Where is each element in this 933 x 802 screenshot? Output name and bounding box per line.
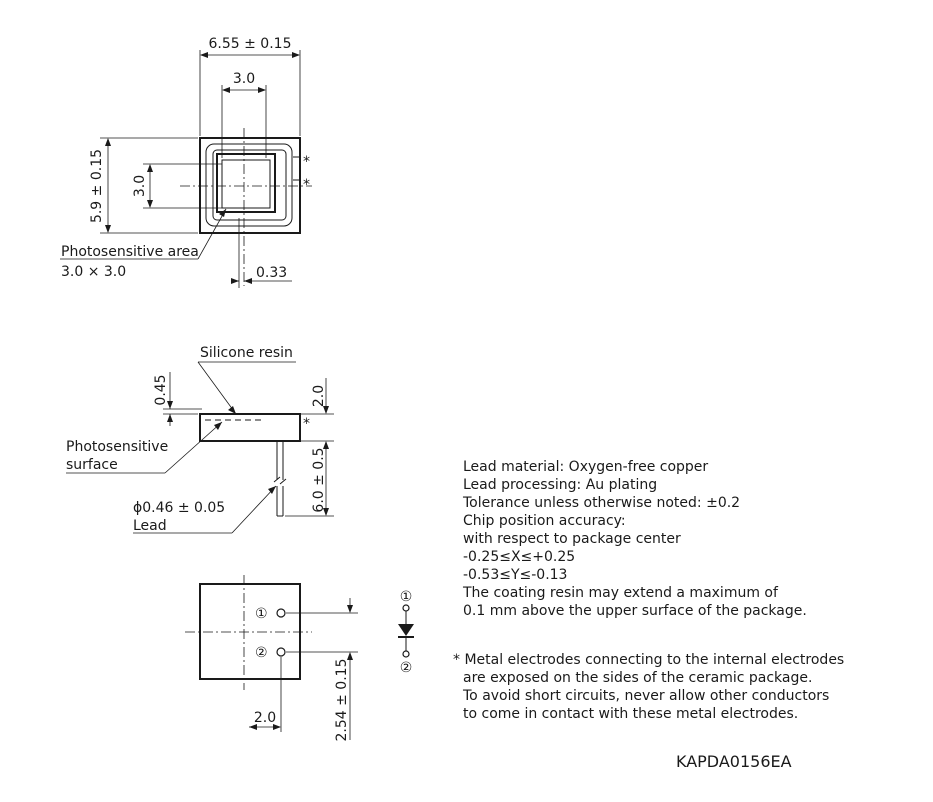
bottom-view [185,575,358,741]
top-view-cavity-outline [206,144,292,226]
lead-leader [232,486,276,533]
pin-offset-dimension: 2.0 [253,710,277,726]
top-view-height-dimension: 5.9 ± 0.15 [89,148,105,224]
arrow-head [347,605,353,613]
lead-diameter-label: ϕ0.46 ± 0.05 [133,500,226,516]
photodiode-symbol [398,624,414,636]
note-line-1: Lead material: Oxygen-free copper [463,459,709,475]
bottom-view-pin-2-pad [277,648,285,656]
body-height-dimension: 2.0 [311,384,327,408]
footnote-line-3: To avoid short circuits, never allow other conductors [463,688,830,704]
photosensitive-surface-label-line2: surface [66,457,118,473]
arrow-head [228,406,236,414]
pin-pitch-dimension: 2.54 ± 0.15 [334,658,350,742]
resin-thickness-dimension: 0.45 [153,374,169,406]
top-view [60,36,312,288]
side-view-package-body [200,414,300,441]
side-view [66,345,334,534]
photosensitive-surface-leader [165,422,222,473]
top-view-electrode-mark-2: * [303,177,310,193]
side-view-lead-break [274,477,286,484]
bottom-view-package-outline [200,584,300,679]
footnote-line-1: * Metal electrodes connecting to the internal electrodes [453,652,845,668]
arrow-head [292,52,300,58]
photosensitive-surface-label-line1: Photosensitive [66,439,169,455]
diode-schematic [398,589,414,676]
top-view-electrode-mark-1: * [303,154,310,170]
drawing-code: KAPDA0156EA [676,752,792,771]
top-view-chip [217,154,275,212]
note-line-5: with respect to package center [463,531,681,547]
note-line-9: 0.1 mm above the upper surface of the package. [463,603,807,619]
bottom-view-pin-2-label: ② [255,645,268,661]
top-view-inner-width-dimension: 3.0 [232,71,256,87]
footnote-line-2: are exposed on the sides of the ceramic package. [463,670,813,686]
arrow-head [200,52,208,58]
top-view-offset-dimension: 0.33 [256,265,288,281]
note-line-6: -0.25≤X≤+0.25 [463,549,576,565]
top-view-width-dimension: 6.55 ± 0.15 [208,36,292,52]
footnote-line-4: to come in contact with these metal electrodes. [463,706,799,722]
arrow-head [105,225,111,233]
arrow-head [147,164,153,172]
arrow-head [231,278,239,284]
schematic-pin-2-terminal [403,651,409,657]
schematic-pin-1-terminal [403,605,409,611]
arrow-head [244,278,252,284]
side-view-electrode-mark: * [303,416,310,432]
note-line-2: Lead processing: Au plating [463,477,658,493]
top-view-photosensitive-area [222,160,270,208]
bottom-view-pin-1-pad [277,609,285,617]
note-line-4: Chip position accuracy: [463,513,626,529]
lead-label: Lead [133,518,167,534]
note-line-8: The coating resin may extend a maximum of [463,585,778,601]
note-line-7: -0.53≤Y≤-0.13 [463,567,568,583]
arrow-head [105,138,111,146]
arrow-head [167,414,173,422]
lead-length-dimension: 6.0 ± 0.5 [311,447,327,513]
silicone-resin-leader [198,362,236,414]
photosensitive-area-label: Photosensitive area [61,244,199,260]
top-view-inner-height-dimension: 3.0 [132,174,148,198]
schematic-pin-1-label: ① [399,589,413,605]
bottom-view-pin-1-label: ① [255,606,268,622]
arrow-head [214,422,222,430]
silicone-resin-label: Silicone resin [200,345,293,361]
arrow-head [258,87,266,93]
arrow-head [147,200,153,208]
note-line-3: Tolerance unless otherwise noted: ±0.2 [463,495,741,511]
notes [453,459,844,722]
photosensitive-area-size: 3.0 × 3.0 [61,264,127,280]
schematic-pin-2-label: ② [399,660,413,676]
arrow-head [222,87,230,93]
